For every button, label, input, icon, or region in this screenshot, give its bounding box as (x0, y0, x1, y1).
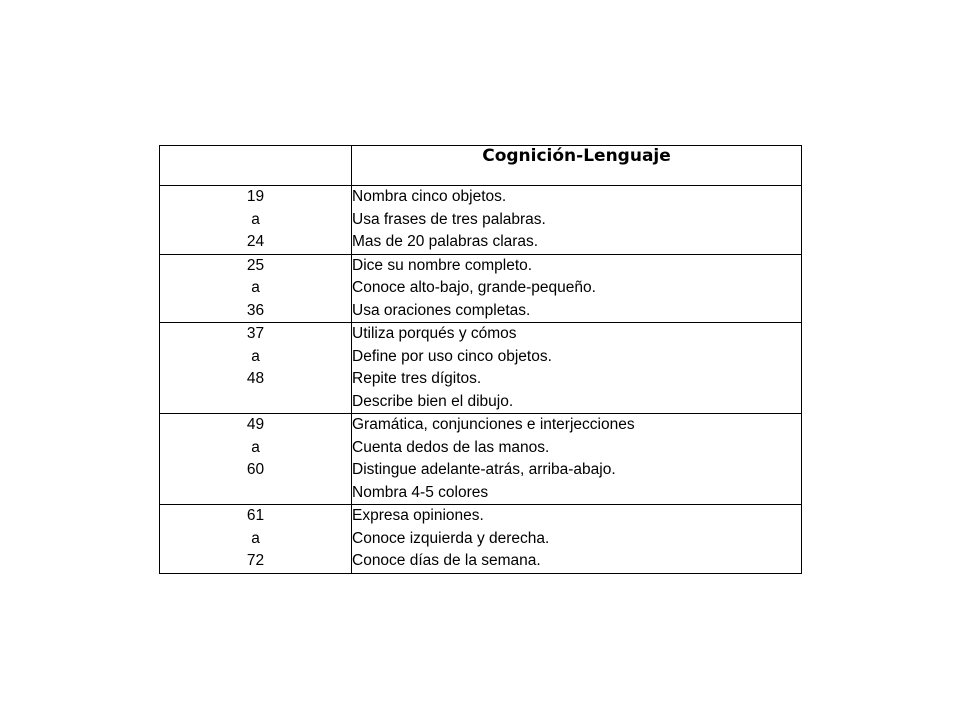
age-from: 25 (246, 256, 265, 274)
skill-item: Mas de 20 palabras claras. (352, 233, 539, 250)
skill-item: Utiliza porqués y cómos (352, 325, 517, 342)
table-row (160, 186, 802, 255)
table-row (160, 414, 802, 505)
age-range-cell (160, 323, 352, 414)
age-separator: a (251, 529, 260, 547)
age-range-cell (160, 414, 352, 505)
table-header-row (160, 146, 802, 186)
skill-item: Usa oraciones completas. (352, 301, 531, 319)
skill-item: Describe bien el dibujo. (352, 392, 514, 410)
table-title: Cognición-Lenguaje (352, 146, 802, 186)
skills-cell (352, 254, 802, 323)
age-separator: a (251, 279, 260, 296)
skill-item: Gramática, conjunciones e interjecciones (352, 416, 635, 433)
age-range-cell (160, 254, 352, 323)
age-to: 72 (246, 552, 265, 569)
age-separator: a (251, 347, 260, 365)
skill-item: Dice su nombre completo. (352, 256, 533, 274)
skill-item: Distingue adelante-atrás, arriba-abajo. (352, 461, 616, 478)
skill-item: Conoce días de la semana. (352, 552, 541, 569)
table-row (160, 505, 802, 574)
age-from: 49 (246, 416, 265, 433)
age-from: 61 (246, 507, 265, 524)
age-separator: a (251, 210, 260, 228)
skills-cell (352, 323, 802, 414)
age-to: 36 (246, 301, 265, 319)
skills-cell (352, 505, 802, 574)
table-row (160, 323, 802, 414)
skill-item: Define por uso cinco objetos. (352, 347, 552, 365)
skills-cell (352, 414, 802, 505)
cognition-language-table (159, 145, 802, 574)
header-corner-cell (160, 146, 352, 186)
age-range-cell (160, 186, 352, 255)
age-to: 24 (246, 233, 265, 250)
age-from: 19 (246, 188, 265, 205)
skill-item: Nombra cinco objetos. (352, 188, 507, 205)
skill-item: Cuenta dedos de las manos. (352, 438, 550, 456)
skill-item: Conoce alto-bajo, grande-pequeño. (352, 279, 596, 296)
skill-item: Expresa opiniones. (352, 507, 484, 524)
age-to: 48 (246, 370, 265, 387)
age-from: 37 (246, 325, 265, 342)
skills-cell (352, 186, 802, 255)
age-to: 60 (246, 461, 265, 478)
skill-item: Nombra 4-5 colores (352, 483, 489, 501)
age-separator: a (251, 438, 260, 456)
skill-item: Conoce izquierda y derecha. (352, 529, 550, 547)
skill-item: Usa frases de tres palabras. (352, 210, 546, 228)
table-row (160, 254, 802, 323)
skill-item: Repite tres dígitos. (352, 370, 482, 387)
age-range-cell (160, 505, 352, 574)
